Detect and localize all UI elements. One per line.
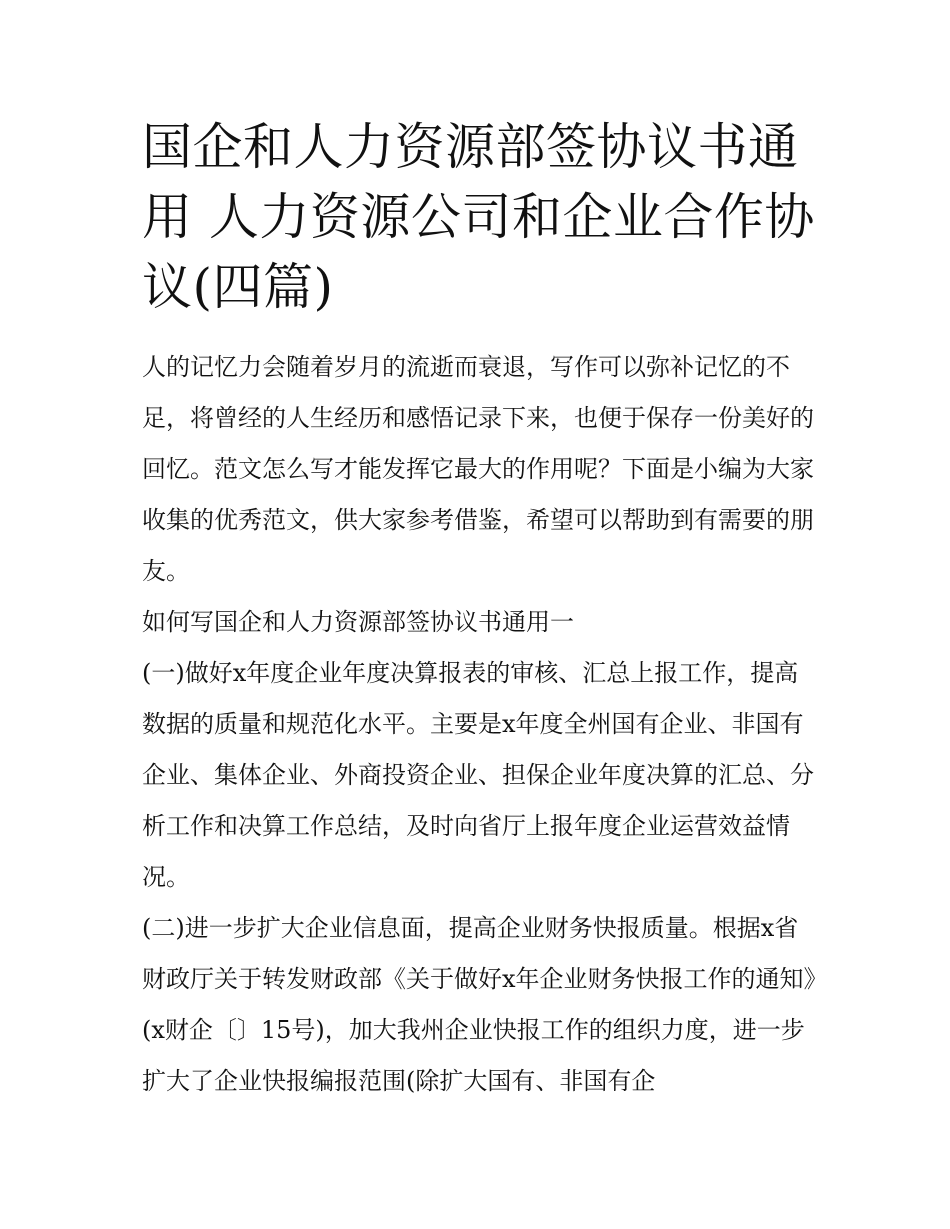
document-body (142, 342, 822, 1107)
document-page (142, 112, 822, 1107)
document-title: 国企和人力资源部签协议书通用 人力资源公司和企业合作协议(四篇) (142, 118, 815, 316)
body-paragraph: (一)做好x年度企业年度决算报表的审核、汇总上报工作，提高数据的质量和规范化水平。主要是x年度全州国有企业、非国有企业、集体企业、外商投资企业、担保企业年度决算的汇总、分析工作和决算工作总结，及时向省厅上报年度企业运营效益情况。 (142, 659, 814, 891)
intro-paragraph: 人的记忆力会随着岁月的流逝而衰退，写作可以弥补记忆的不足，将曾经的人生经历和感悟记录下来，也便于保存一份美好的回忆。范文怎么写才能发挥它最大的作用呢？下面是小编为大家收集的优秀范文，供大家参考借鉴，希望可以帮助到有需要的朋友。 (142, 353, 814, 585)
section-heading: 如何写国企和人力资源部签协议书通用一 (142, 608, 574, 636)
body-paragraph: (二)进一步扩大企业信息面，提高企业财务快报质量。根据x省财政厅关于转发财政部《关于做好x年企业财务快报工作的通知》(x财企〔〕15号)，加大我州企业快报工作的组织力度，进一步扩大了企业快报编报范围(除扩大国有、非国有企 (142, 914, 816, 1095)
